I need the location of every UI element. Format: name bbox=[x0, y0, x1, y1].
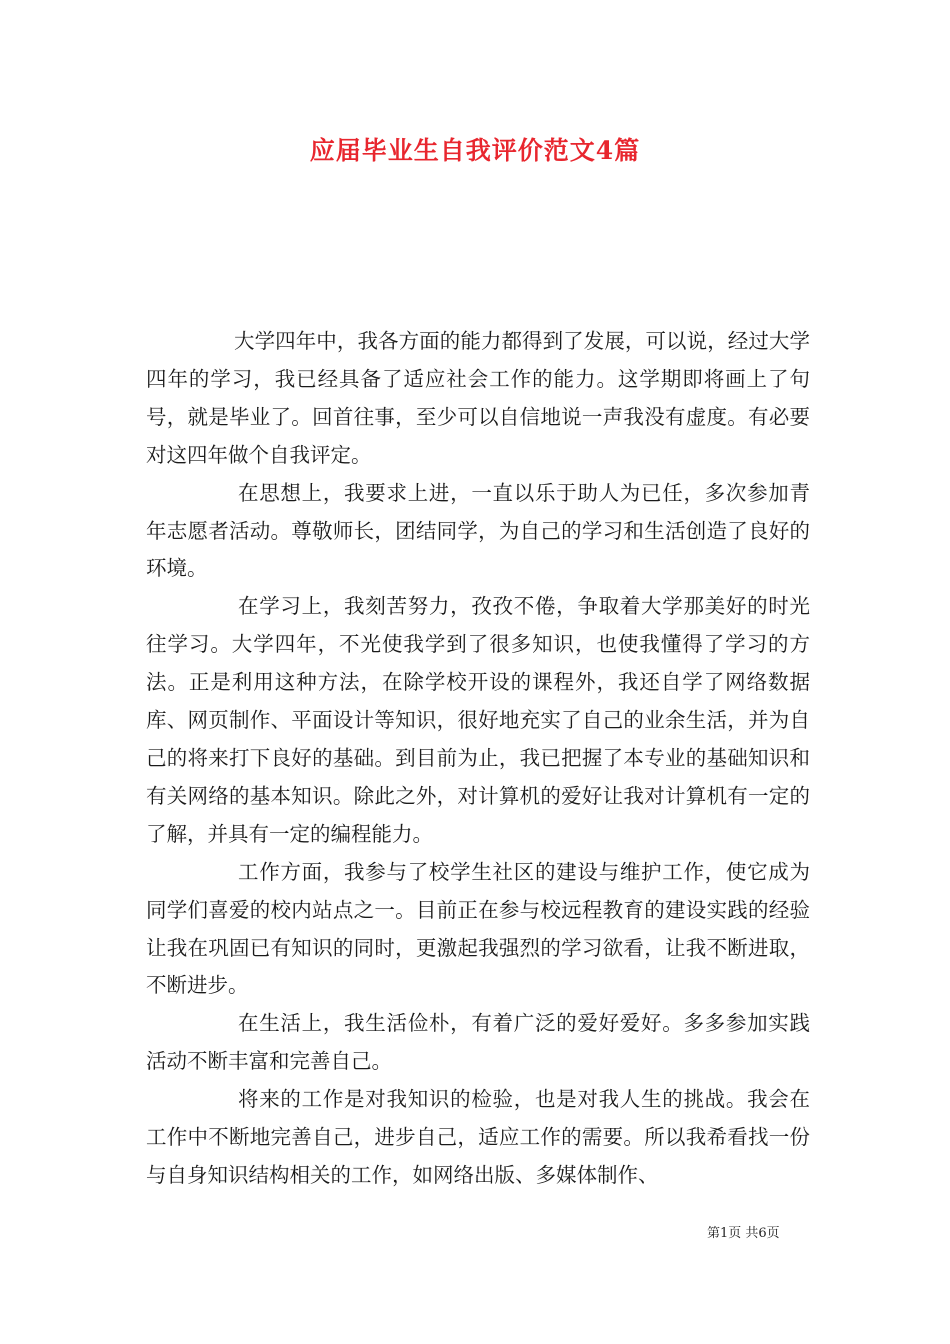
document-body bbox=[146, 323, 810, 1195]
page-number-footer: 第1页 共6页 bbox=[707, 1226, 780, 1241]
paragraph-future: 将来的工作是对我知识的检验，也是对我人生的挑战。我会在工作中不断地完善自己，进步自己，适应工作的需要。所以我希看找一份与自身知识结构相关的工作，如网络出版、多媒体制作、 bbox=[146, 1087, 810, 1187]
paragraph-life: 在生活上，我生活俭朴，有着广泛的爱好爱好。多多参加实践活动不断丰富和完善自己。 bbox=[146, 1011, 810, 1074]
paragraph-intro: 大学四年中，我各方面的能力都得到了发展，可以说，经过大学四年的学习，我已经具备了适应社会工作的能力。这学期即将画上了句号，就是毕业了。回首往事，至少可以自信地说一声我没有虚度。有必要对这四年做个自我评定。 bbox=[146, 329, 810, 467]
paragraph-study: 在学习上，我刻苦努力，孜孜不倦，争取着大学那美好的时光往学习。大学四年，不光使我学到了很多知识，也使我懂得了学习的方法。正是利用这种方法，在除学校开设的课程外，我还自学了网络数据库、网页制作、平面设计等知识，很好地充实了自己的业余生活，并为自己的将来打下良好的基础。到目前为止，我已把握了本专业的基础知识和有关网络的基本知识。除此之外，对计算机的爱好让我对计算机有一定的了解，并具有一定的编程能力。 bbox=[146, 594, 810, 846]
paragraph-work: 工作方面，我参与了校学生社区的建设与维护工作，使它成为同学们喜爱的校内站点之一。目前正在参与校远程教育的建设实践的经验让我在巩固已有知识的同时，更激起我强烈的学习欲看，让我不断进取，不断进步。 bbox=[146, 859, 810, 998]
paragraph-thought: 在思想上，我要求上进，一直以乐于助人为已任，多次参加青年志愿者活动。尊敬师长，团结同学，为自己的学习和生活创造了良好的环境。 bbox=[146, 480, 810, 581]
document-title: 应届毕业生自我评价范文4篇 bbox=[309, 136, 641, 165]
